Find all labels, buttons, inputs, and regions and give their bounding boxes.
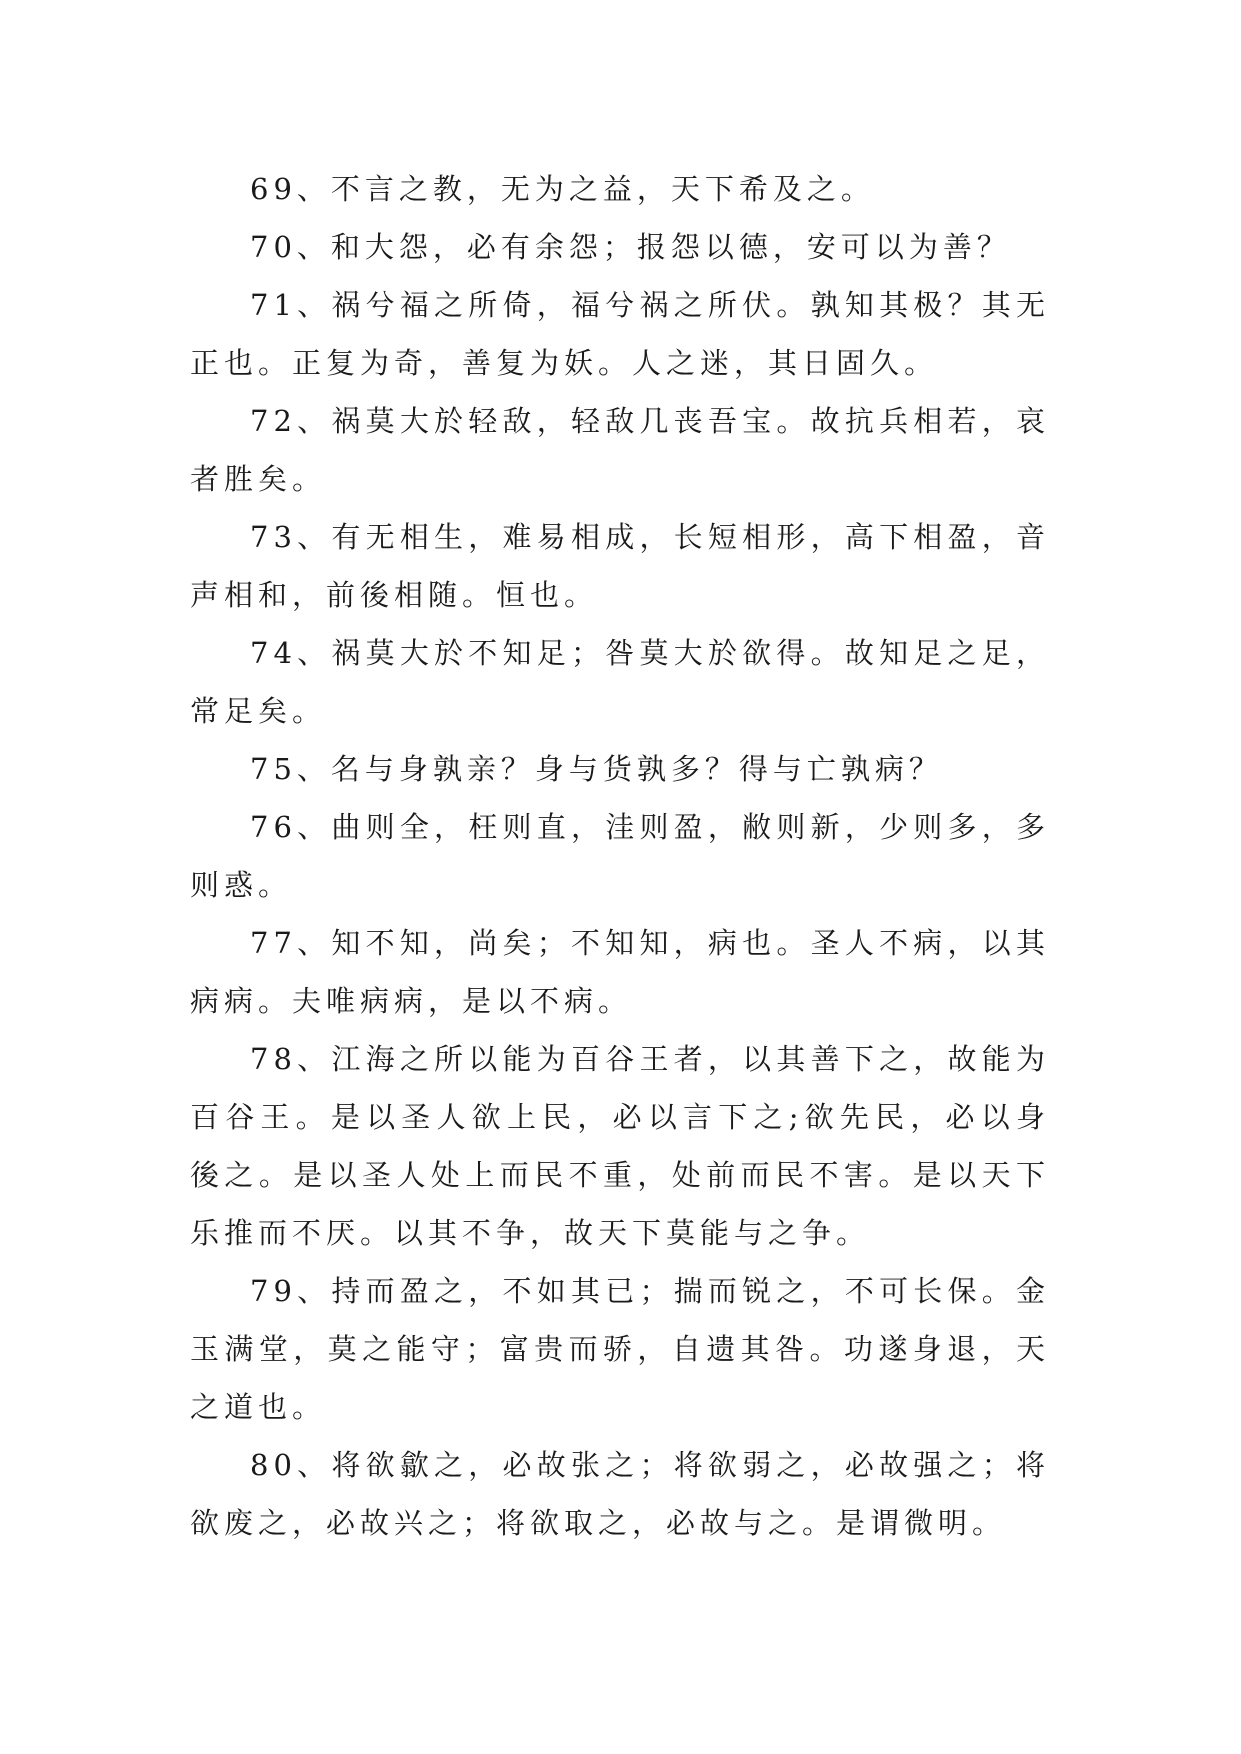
paragraph-75: 75、名与身孰亲？身与货孰多？得与亡孰病？	[250, 752, 943, 786]
paragraph-70: 70、和大怨，必有余怨；报怨以德，安可以为善？	[250, 230, 1011, 264]
paragraph-72: 72、祸莫大於轻敌，轻敌几丧吾宝。故抗兵相若，哀者胜矣。	[190, 404, 1050, 496]
paragraph-69: 69、不言之教，无为之益，天下希及之。	[250, 172, 875, 206]
paragraph-79: 79、持而盈之，不如其已；揣而锐之，不可长保。金玉满堂，莫之能守；富贵而骄，自遗其咎。功遂身退，天之道也。	[190, 1274, 1050, 1424]
paragraph-78: 78、江海之所以能为百谷王者，以其善下之，故能为百谷王。是以圣人欲上民，必以言下之;欲先民，必以身後之。是以圣人处上而民不重，处前而民不害。是以天下乐推而不厌。以其不争，故天下莫能与之争。	[190, 1042, 1050, 1250]
document-body	[190, 160, 1050, 1552]
paragraph-80: 80、将欲歙之，必故张之；将欲弱之，必故强之；将欲废之，必故兴之；将欲取之，必故与之。是谓微明。	[190, 1448, 1050, 1540]
paragraph-74: 74、祸莫大於不知足；咎莫大於欲得。故知足之足，常足矣。	[190, 636, 1050, 728]
paragraph-76: 76、曲则全，枉则直，洼则盈，敝则新，少则多，多则惑。	[190, 810, 1050, 902]
paragraph-71: 71、祸兮福之所倚，福兮祸之所伏。孰知其极？其无正也。正复为奇，善复为妖。人之迷，其日固久。	[190, 288, 1050, 380]
paragraph-73: 73、有无相生，难易相成，长短相形，高下相盈，音声相和，前後相随。恒也。	[190, 520, 1050, 612]
paragraph-77: 77、知不知，尚矣；不知知，病也。圣人不病，以其病病。夫唯病病，是以不病。	[190, 926, 1050, 1018]
